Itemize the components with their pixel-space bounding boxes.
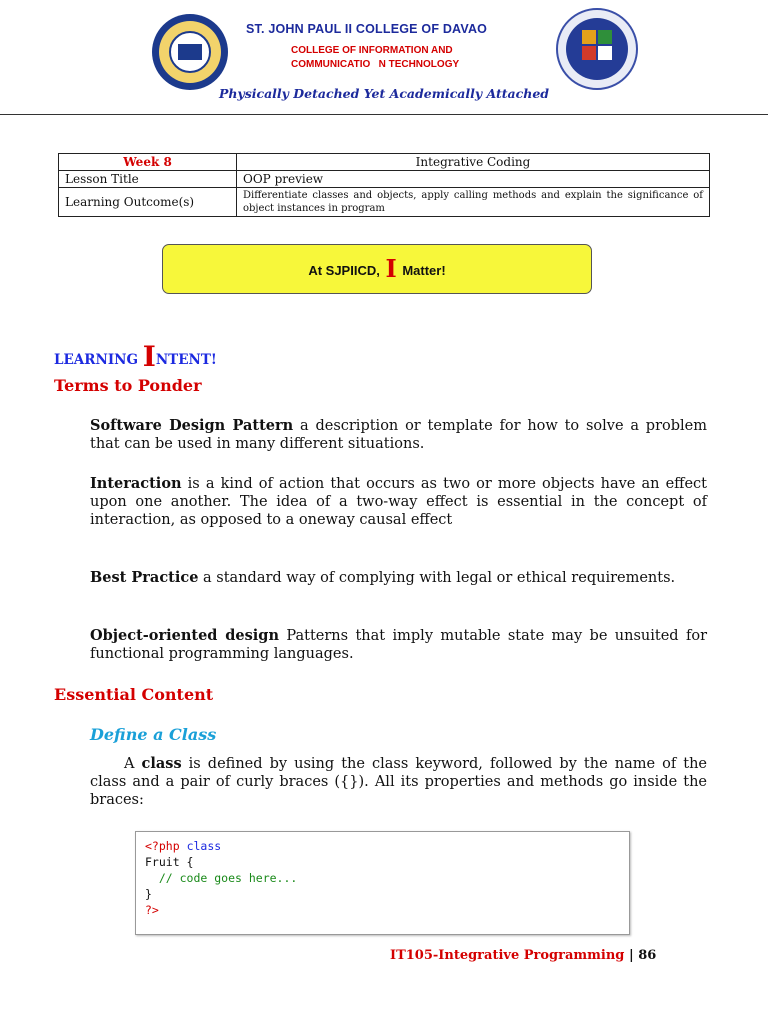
term-definition: a description or template for how to solve a problem that can be used in many different situations. xyxy=(90,418,708,452)
code-block xyxy=(135,831,630,935)
para-rest: is defined by using the class keyword, followed by the name of the class and a pair of curly braces ({}). All its properties and methods go inside the braces: xyxy=(90,756,707,808)
term-name: Object-oriented design xyxy=(90,627,279,644)
banner-suffix: Matter! xyxy=(402,263,446,278)
term-definition: Patterns that imply mutable state may be unsuited for functional programming languages. xyxy=(90,628,707,662)
intent-capital: I xyxy=(142,340,156,373)
code-comment: // code goes here... xyxy=(145,871,298,885)
term-name: Software Design Pattern xyxy=(90,417,294,434)
class-paragraph xyxy=(90,755,707,809)
term-paragraph xyxy=(90,475,707,529)
page-number: 86 xyxy=(638,948,657,963)
code-line-2: Fruit { xyxy=(145,855,194,869)
define-class-heading: Define a Class xyxy=(90,725,217,744)
course-name: IT105-Integrative Programming xyxy=(390,948,625,963)
essential-content-heading: Essential Content xyxy=(54,685,214,704)
term-definition: is a kind of action that occurs as two or more objects have an effect upon one another. The idea of a two-way effect is essential in the concept of interaction, as opposed to a oneway causal effect xyxy=(90,476,707,528)
college-name: ST. JOHN PAUL II COLLEGE OF DAVAO xyxy=(246,22,488,36)
week-label: Week 8 xyxy=(59,154,237,171)
term-definition: a standard way of complying with legal or ethical requirements. xyxy=(203,570,676,586)
page-footer xyxy=(390,948,656,963)
intent-rest: NTENT! xyxy=(155,352,217,368)
outcome-value: Differentiate classes and objects, apply calling methods and explain the significance of object instances in program xyxy=(237,188,710,217)
lesson-title-value: OOP preview xyxy=(237,171,710,188)
college-seal-icon xyxy=(152,14,228,90)
department-line-2: COMMUNICATIO N TECHNOLOGY xyxy=(291,59,460,70)
banner-prefix: At SJPIICD, xyxy=(308,263,380,278)
term-paragraph xyxy=(90,627,707,663)
code-line-4: } xyxy=(145,887,152,901)
php-open-tag: <?php xyxy=(145,839,180,853)
learning-word: LEARNING xyxy=(54,352,138,368)
week-value: Integrative Coding xyxy=(237,154,710,171)
terms-heading: Terms to Ponder xyxy=(54,376,202,395)
table-row xyxy=(59,171,710,188)
lesson-info-table xyxy=(58,153,710,217)
class-keyword: class xyxy=(186,839,222,853)
table-row xyxy=(59,154,710,171)
term-paragraph xyxy=(90,569,707,587)
department-line-1: COLLEGE OF INFORMATION AND xyxy=(291,45,453,56)
term-paragraph xyxy=(90,417,707,453)
para-prefix: A xyxy=(124,756,135,772)
code-line-1 xyxy=(145,838,620,854)
footer-separator: | xyxy=(628,948,634,963)
learning-intent-heading xyxy=(54,340,217,373)
table-row xyxy=(59,188,710,217)
php-close-tag: ?> xyxy=(145,903,159,917)
department-seal-icon xyxy=(556,8,638,90)
motto: Physically Detached Yet Academically Attached xyxy=(218,86,550,101)
lesson-title-label: Lesson Title xyxy=(59,171,237,188)
motto-banner xyxy=(162,244,592,294)
term-name: Interaction xyxy=(90,475,182,492)
header-divider xyxy=(0,114,768,115)
outcome-label: Learning Outcome(s) xyxy=(59,188,237,217)
banner-highlight: I xyxy=(385,254,397,283)
para-term: class xyxy=(141,755,182,772)
term-name: Best Practice xyxy=(90,569,199,586)
